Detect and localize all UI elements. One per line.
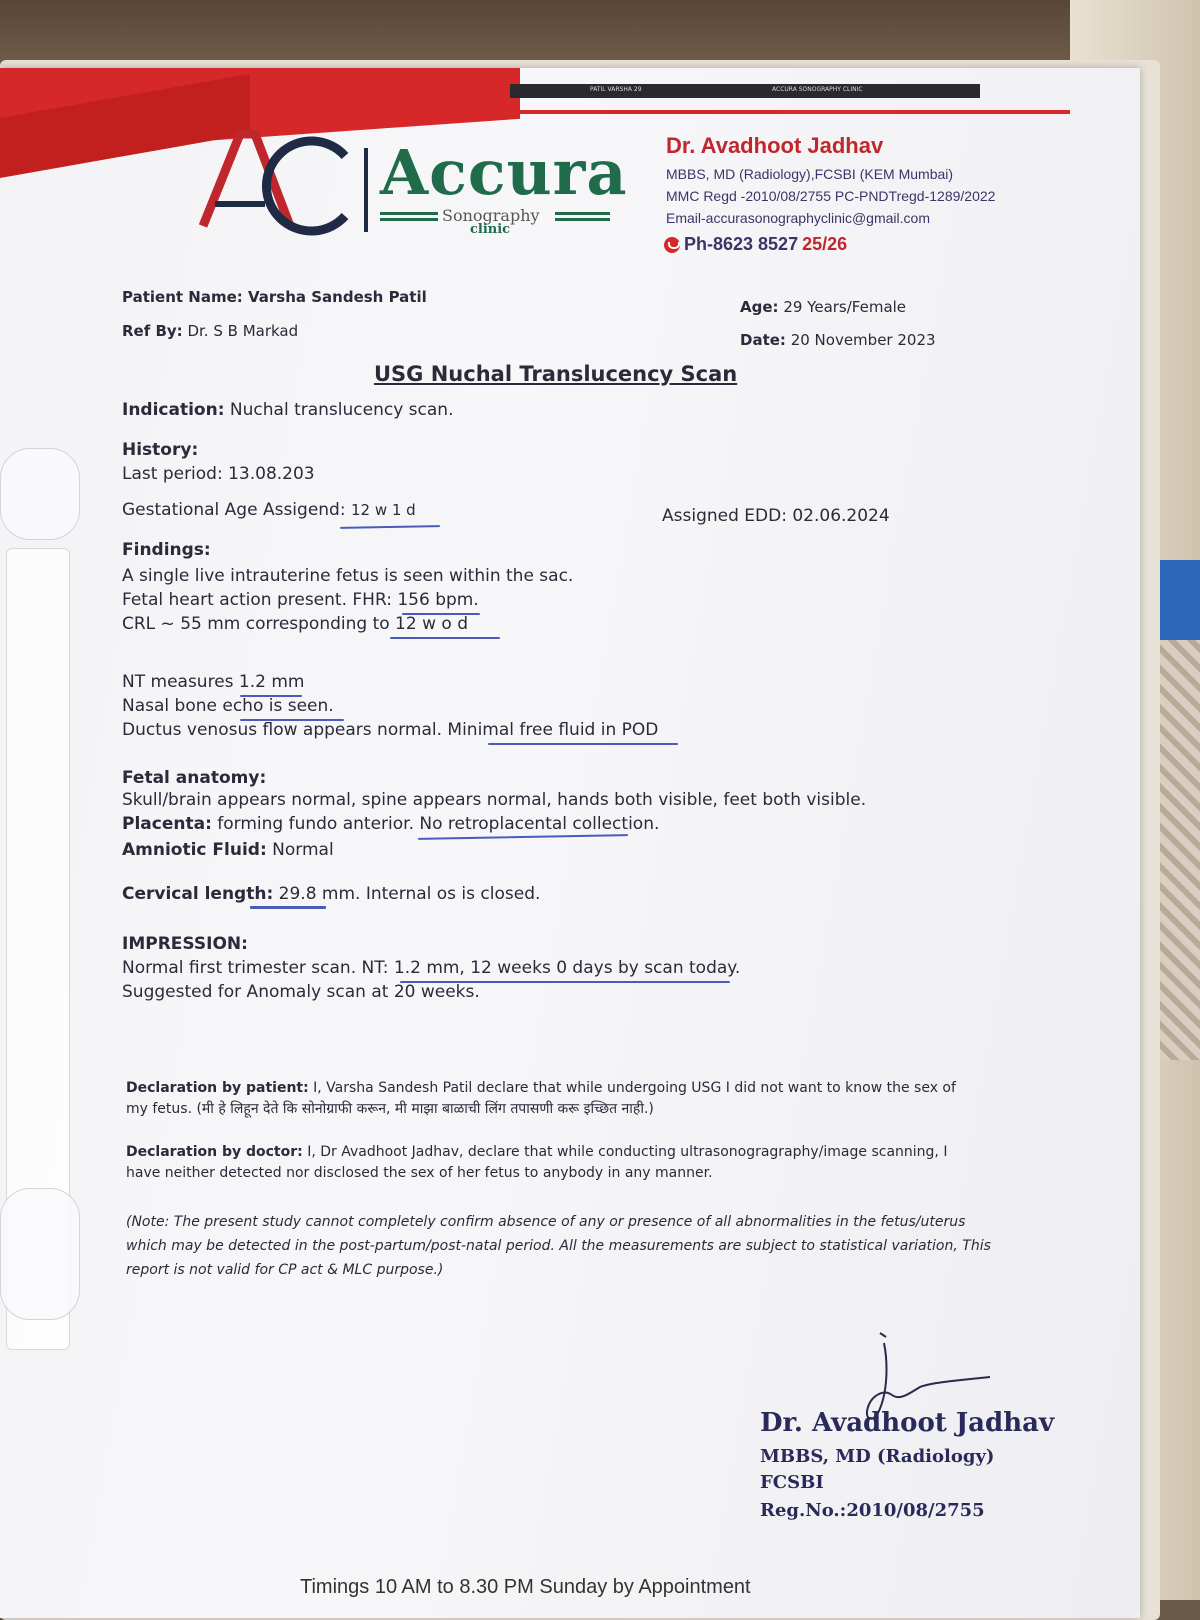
patient-name-label: Patient Name: [122, 288, 243, 306]
pen-underline [488, 743, 678, 745]
signatory-qualification: MBBS, MD (Radiology) [760, 1446, 995, 1467]
band-patient-name: PATIL VARSHA 29 [590, 86, 642, 93]
impression-line: Suggested for Anomaly scan at 20 weeks. [122, 982, 480, 1002]
placenta-label: Placenta: [122, 814, 212, 834]
cervical-value: 29.8 mm. Internal os is closed. [278, 884, 541, 904]
report-page [0, 68, 1140, 1618]
phone-suffix: 25/26 [802, 234, 848, 254]
last-period: Last period: 13.08.203 [122, 464, 315, 484]
patient-name: Varsha Sandesh Patil [247, 288, 427, 306]
ga-value: 12 w 1 d [350, 501, 416, 519]
clip-bottom [0, 1188, 80, 1320]
placenta-value: forming fundo anterior. No retroplacental collection. [217, 814, 660, 834]
cervical-label: Cervical length: [122, 884, 274, 904]
header-red-line [470, 110, 1070, 114]
signatory-name: Dr. Avadhoot Jadhav [760, 1408, 1055, 1438]
cervical-row [122, 884, 540, 904]
age-label: Age: [740, 298, 779, 316]
doctor-declaration-label: Declaration by doctor: [126, 1144, 303, 1160]
date-value: 20 November 2023 [790, 331, 936, 349]
pen-underline [340, 525, 440, 529]
logo-divider [364, 148, 368, 232]
phone-icon [664, 237, 680, 253]
file-clip [0, 448, 78, 1488]
doctor-registration: MMC Regd -2010/08/2755 PC-PNDTregd-1289/2022 [666, 188, 996, 204]
edd: Assigned EDD: 02.06.2024 [662, 506, 890, 526]
doctor-name-header: Dr. Avadhoot Jadhav [666, 133, 884, 158]
patient-declaration [126, 1078, 1006, 1120]
ac-logo-icon [195, 126, 355, 236]
finding-line: CRL ~ 55 mm corresponding to 12 w o d [122, 614, 468, 634]
findings-label: Findings: [122, 540, 211, 560]
history-label: History: [122, 440, 199, 460]
ga-row [122, 500, 416, 520]
patient-declaration-label: Declaration by patient: [126, 1080, 309, 1096]
footer-timings: Timings 10 AM to 8.30 PM Sunday by Appointment [300, 1576, 751, 1598]
note-line: report is not valid for CP act & MLC purpose.) [126, 1262, 444, 1278]
phone-number: Ph-8623 8527 [684, 234, 799, 254]
patient-declaration-text: I, Varsha Sandesh Patil declare that while undergoing USG I did not want to know the sex of [313, 1080, 956, 1096]
fluid-label: Amniotic Fluid: [122, 840, 267, 860]
date-row [740, 331, 936, 349]
signatory-fcsbi: FCSBI [760, 1472, 824, 1493]
clinic-email: Email-accurasonographyclinic@gmail.com [666, 210, 930, 226]
patient-name-row [122, 288, 427, 306]
doctor-qualifications: MBBS, MD (Radiology),FCSBI (KEM Mumbai) [666, 166, 954, 182]
doctor-declaration-text-2: have neither detected nor disclosed the sex of her fetus to anybody in any manner. [126, 1165, 713, 1181]
age-row [740, 298, 906, 316]
anatomy-label: Fetal anatomy: [122, 768, 267, 788]
pen-underline [418, 834, 628, 840]
nt-line: NT measures 1.2 mm [122, 672, 305, 692]
fluid-value: Normal [272, 840, 334, 860]
nt-line: Ductus venosus flow appears normal. Minimal free fluid in POD [122, 720, 659, 740]
clip-top [0, 448, 80, 540]
patient-declaration-marathi: my fetus. (मी हे लिहून देते कि सोनोग्राफी करून, मी माझा बाळाची लिंग तपासणी करू इच्छित नाही.) [126, 1101, 654, 1117]
band-clinic-name: ACCURA SONOGRAPHY CLINIC [772, 86, 863, 93]
header-dark-band [510, 84, 980, 98]
logo-subtitle: Sonography [442, 206, 540, 225]
impression-line: Normal first trimester scan. NT: 1.2 mm, 12 weeks 0 days by scan today. [122, 958, 741, 978]
finding-line: Fetal heart action present. FHR: 156 bpm. [122, 590, 479, 610]
indication-row [122, 400, 453, 420]
placenta-row [122, 814, 659, 834]
report-title: USG Nuchal Translucency Scan [374, 362, 738, 386]
signatory-registration: Reg.No.:2010/08/2755 [760, 1500, 985, 1521]
logo-clinic: clinic [470, 222, 511, 237]
indication-value: Nuchal translucency scan. [229, 400, 454, 420]
note-line: (Note: The present study cannot completely confirm absence of any or presence of all abnormalities in the fetus/uterus [126, 1214, 966, 1230]
age-value: 29 Years/Female [783, 298, 907, 316]
anatomy-text: Skull/brain appears normal, spine appears normal, hands both visible, feet both visible. [122, 790, 867, 810]
pen-underline [250, 906, 326, 909]
nt-line: Nasal bone echo is seen. [122, 696, 334, 716]
ref-label: Ref By: [122, 322, 183, 340]
background-rug [1160, 640, 1200, 1060]
fluid-row [122, 840, 334, 860]
doctor-declaration-text: I, Dr Avadhoot Jadhav, declare that while conducting ultrasonogragraphy/image scanning, I [307, 1144, 948, 1160]
disclaimer-note [126, 1210, 1006, 1282]
ref-row [122, 322, 298, 340]
clinic-phone [664, 234, 847, 255]
indication-label: Indication: [122, 400, 225, 420]
note-line: which may be detected in the post-partum/post-natal period. All the measurements are subject to statistical variation, This [126, 1238, 991, 1254]
finding-line: A single live intrauterine fetus is seen within the sac. [122, 566, 574, 586]
impression-label: IMPRESSION: [122, 934, 248, 954]
pen-underline [390, 637, 500, 639]
ref-by: Dr. S B Markad [187, 322, 299, 340]
doctor-declaration [126, 1142, 1006, 1184]
logo-wordmark: Accura [380, 136, 628, 209]
date-label: Date: [740, 331, 786, 349]
ga-label: Gestational Age Assigend: [122, 500, 346, 520]
